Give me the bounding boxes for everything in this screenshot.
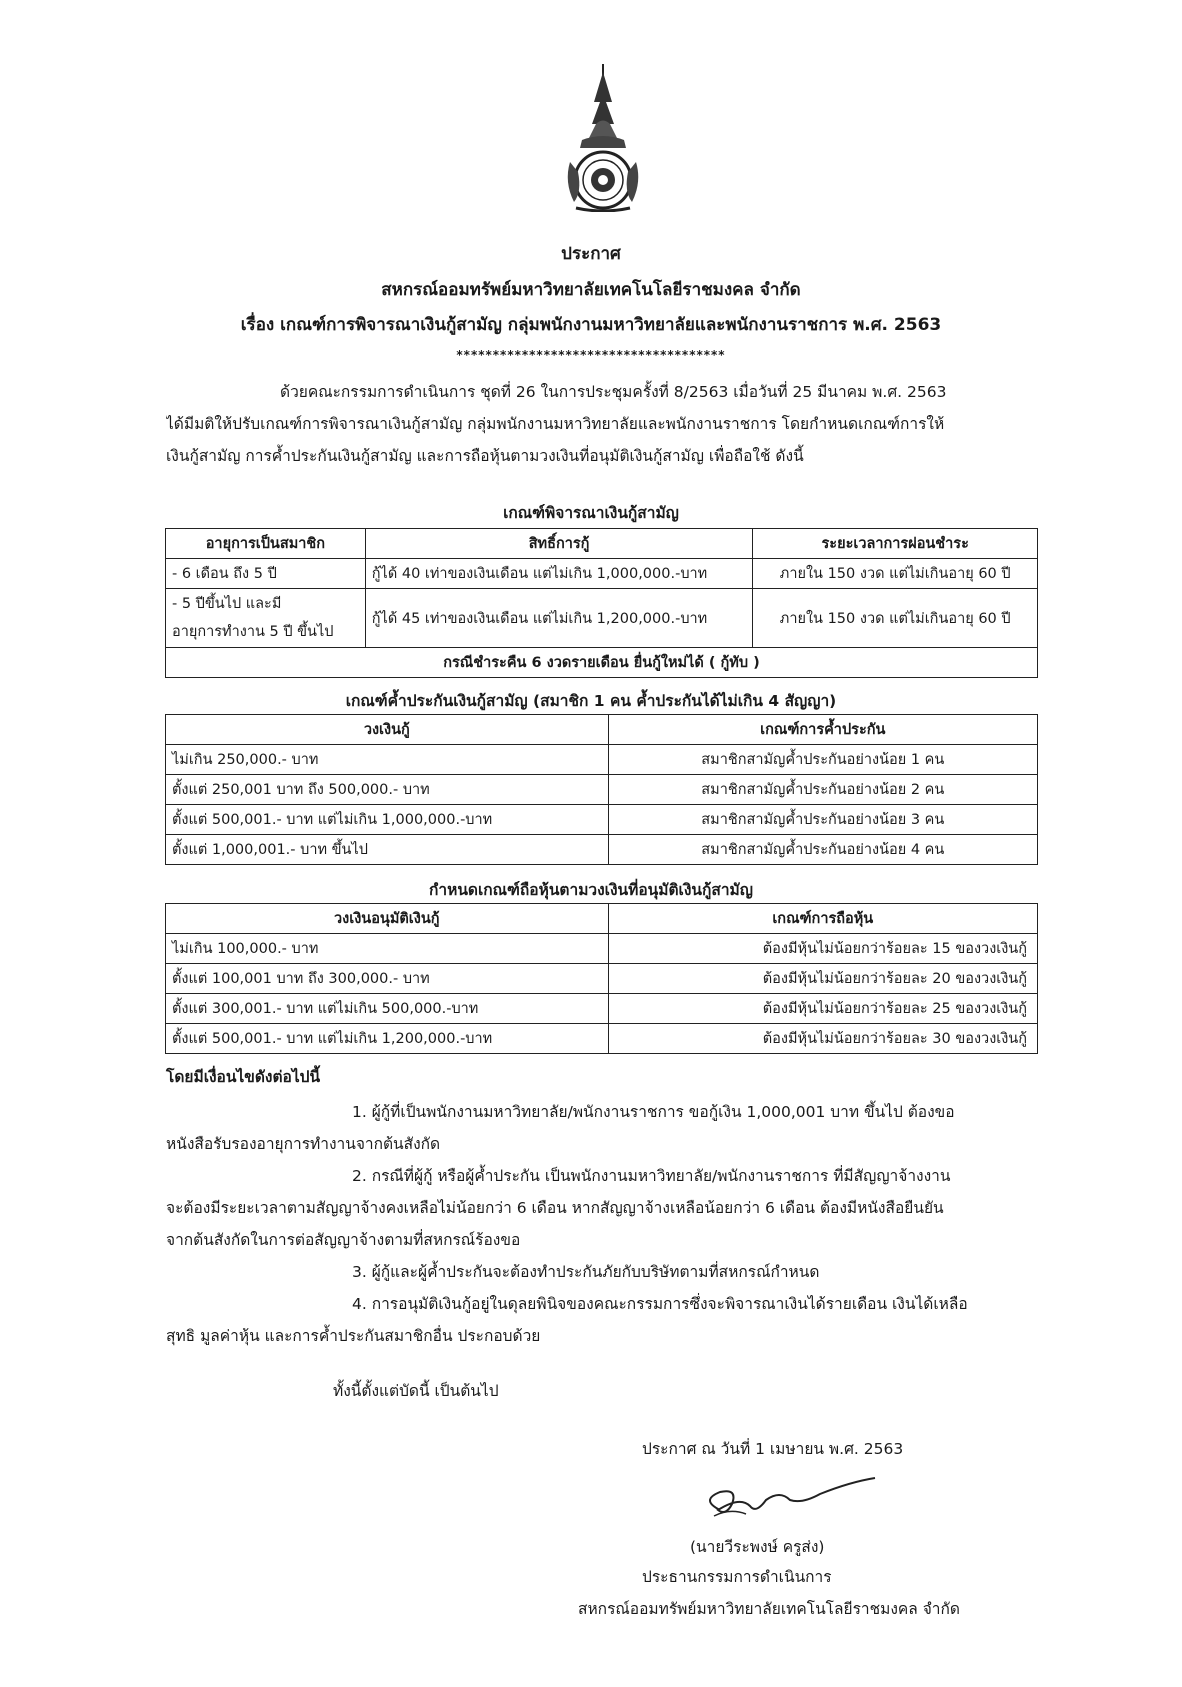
condition-line: 3. ผู้กู้และผู้ค้ำประกันจะต้องทำประกันภัยกับบริษัทตามที่สหกรณ์กำหนด: [352, 1263, 820, 1281]
membership-cell: - 6 เดือน ถึง 5 ปี: [166, 559, 366, 589]
table-row: [166, 589, 1038, 648]
loan-amount-cell: ตั้งแต่ 250,001 บาท ถึง 500,000.- บาท: [166, 775, 609, 805]
guarantee-criteria-table: [165, 714, 1038, 865]
guarantee-criteria-title: เกณฑ์ค้ำประกันเงินกู้สามัญ (สมาชิก 1 คน ค้ำประกันได้ไม่เกิน 4 สัญญา): [345, 692, 837, 710]
share-cell: ต้องมีหุ้นไม่น้อยกว่าร้อยละ 20 ของวงเงินกู้: [608, 964, 1037, 994]
loan-right-cell: กู้ได้ 40 เท่าของเงินเดือน แต่ไม่เกิน 1,000,000.-บาท: [365, 559, 753, 589]
membership-line: อายุการทำงาน 5 ปี ขึ้นไป: [172, 624, 334, 640]
approved-amount-cell: ตั้งแต่ 500,001.- บาท แต่ไม่เกิน 1,200,000.-บาท: [166, 1024, 609, 1054]
loan-amount-cell: ตั้งแต่ 500,001.- บาท แต่ไม่เกิน 1,000,000.-บาท: [166, 805, 609, 835]
repayment-period-cell: ภายใน 150 งวด แต่ไม่เกินอายุ 60 ปี: [753, 559, 1038, 589]
approved-amount-cell: ตั้งแต่ 100,001 บาท ถึง 300,000.- บาท: [166, 964, 609, 994]
approved-amount-cell: ตั้งแต่ 300,001.- บาท แต่ไม่เกิน 500,000.-บาท: [166, 994, 609, 1024]
condition-line: 4. การอนุมัติเงินกู้อยู่ในดุลยพินิจของคณะกรรมการซึ่งจะพิจารณาเงินได้รายเดือน เงินได้เหลือ: [352, 1295, 968, 1313]
intro-paragraph: [166, 376, 1061, 472]
table-row: [166, 1024, 1038, 1054]
condition-4: [166, 1288, 1061, 1352]
repayment-period-cell: ภายใน 150 งวด แต่ไม่เกินอายุ 60 ปี: [753, 589, 1038, 648]
table-row: [166, 994, 1038, 1024]
signature-icon: [690, 1470, 900, 1530]
column-header: อายุการเป็นสมาชิก: [166, 529, 366, 559]
loan-criteria-title: เกณฑ์พิจารณาเงินกู้สามัญ: [503, 504, 679, 522]
condition-line: จะต้องมีระยะเวลาตามสัญญาจ้างคงเหลือไม่น้อยกว่า 6 เดือน หากสัญญาจ้างเหลือน้อยกว่า 6 เดือน ต้องมีหนังสือยืนยัน: [166, 1199, 944, 1217]
signatory-organization: สหกรณ์ออมทรัพย์มหาวิทยาลัยเทคโนโลยีราชมงคล จำกัด: [578, 1600, 960, 1618]
announcement-date: ประกาศ ณ วันที่ 1 เมษายน พ.ศ. 2563: [642, 1440, 904, 1458]
condition-line: หนังสือรับรองอายุการทำงานจากต้นสังกัด: [166, 1135, 441, 1153]
condition-line: 1. ผู้กู้ที่เป็นพนักงานมหาวิทยาลัย/พนักงานราชการ ขอกู้เงิน 1,000,001 บาท ขึ้นไป ต้องขอ: [352, 1103, 955, 1121]
condition-2: [166, 1160, 1061, 1256]
announcement-title: ประกาศ: [561, 244, 621, 264]
column-header: สิทธิ์การกู้: [365, 529, 753, 559]
column-header: วงเงินอนุมัติเงินกู้: [166, 904, 609, 934]
intro-line: ด้วยคณะกรรมการดำเนินการ ชุดที่ 26 ในการประชุมครั้งที่ 8/2563 เมื่อวันที่ 25 มีนาคม พ.ศ. 2563: [280, 383, 947, 401]
refinance-note: กรณีชำระคืน 6 งวดรายเดือน ยื่นกู้ใหม่ได้ ( กู้ทับ ): [166, 648, 1038, 678]
column-header: วงเงินกู้: [166, 715, 609, 745]
membership-line: - 5 ปีขึ้นไป และมี: [172, 596, 282, 612]
signatory-name: (นายวีระพงษ์ ครูส่ง): [690, 1538, 825, 1556]
guarantee-cell: สมาชิกสามัญค้ำประกันอย่างน้อย 3 คน: [608, 805, 1037, 835]
table-header-row: [166, 904, 1038, 934]
condition-line: จากต้นสังกัดในการต่อสัญญาจ้างตามที่สหกรณ์ร้องขอ: [166, 1231, 521, 1249]
share-criteria-table: [165, 903, 1038, 1054]
approved-amount-cell: ไม่เกิน 100,000.- บาท: [166, 934, 609, 964]
share-criteria-title: กำหนดเกณฑ์ถือหุ้นตามวงเงินที่อนุมัติเงินกู้สามัญ: [429, 881, 753, 899]
table-row: [166, 775, 1038, 805]
table-row: [166, 934, 1038, 964]
membership-cell: [166, 589, 366, 648]
organization-name: สหกรณ์ออมทรัพย์มหาวิทยาลัยเทคโนโลยีราชมงคล จำกัด: [381, 280, 801, 300]
share-cell: ต้องมีหุ้นไม่น้อยกว่าร้อยละ 25 ของวงเงินกู้: [608, 994, 1037, 1024]
condition-3: [166, 1256, 1061, 1288]
share-cell: ต้องมีหุ้นไม่น้อยกว่าร้อยละ 30 ของวงเงินกู้: [608, 1024, 1037, 1054]
separator-line: *************************************: [456, 348, 726, 362]
table-header-row: [166, 529, 1038, 559]
intro-line: ได้มีมติให้ปรับเกณฑ์การพิจารณาเงินกู้สามัญ กลุ่มพนักงานมหาวิทยาลัยและพนักงานราชการ โดยกำหนดเกณฑ์การให้: [166, 415, 945, 433]
column-header: เกณฑ์การถือหุ้น: [608, 904, 1037, 934]
table-row: [166, 559, 1038, 589]
guarantee-cell: สมาชิกสามัญค้ำประกันอย่างน้อย 1 คน: [608, 745, 1037, 775]
guarantee-cell: สมาชิกสามัญค้ำประกันอย่างน้อย 4 คน: [608, 835, 1037, 865]
table-row: [166, 745, 1038, 775]
condition-1: [166, 1096, 1061, 1160]
share-cell: ต้องมีหุ้นไม่น้อยกว่าร้อยละ 15 ของวงเงินกู้: [608, 934, 1037, 964]
table-row: [166, 648, 1038, 678]
university-emblem-icon: [562, 62, 644, 212]
effective-statement: ทั้งนี้ตั้งแต่บัดนี้ เป็นต้นไป: [333, 1382, 499, 1400]
table-row: [166, 964, 1038, 994]
loan-amount-cell: ไม่เกิน 250,000.- บาท: [166, 745, 609, 775]
loan-right-cell: กู้ได้ 45 เท่าของเงินเดือน แต่ไม่เกิน 1,200,000.-บาท: [365, 589, 753, 648]
table-row: [166, 805, 1038, 835]
signatory-position: ประธานกรรมการดำเนินการ: [642, 1568, 832, 1586]
column-header: ระยะเวลาการผ่อนชำระ: [753, 529, 1038, 559]
loan-amount-cell: ตั้งแต่ 1,000,001.- บาท ขึ้นไป: [166, 835, 609, 865]
column-header: เกณฑ์การค้ำประกัน: [608, 715, 1037, 745]
loan-criteria-table: [165, 528, 1038, 678]
table-header-row: [166, 715, 1038, 745]
table-row: [166, 835, 1038, 865]
conditions-title: โดยมีเงื่อนไขดังต่อไปนี้: [166, 1068, 321, 1086]
condition-line: 2. กรณีที่ผู้กู้ หรือผู้ค้ำประกัน เป็นพนักงานมหาวิทยาลัย/พนักงานราชการ ที่มีสัญญาจ้างงาน: [352, 1167, 951, 1185]
intro-line: เงินกู้สามัญ การค้ำประกันเงินกู้สามัญ และการถือหุ้นตามวงเงินที่อนุมัติเงินกู้สามัญ เพื่อถือใช้ ดังนี้: [166, 447, 804, 465]
guarantee-cell: สมาชิกสามัญค้ำประกันอย่างน้อย 2 คน: [608, 775, 1037, 805]
condition-line: สุทธิ มูลค่าหุ้น และการค้ำประกันสมาชิกอื่น ประกอบด้วย: [166, 1327, 541, 1345]
announcement-subject: เรื่อง เกณฑ์การพิจารณาเงินกู้สามัญ กลุ่มพนักงานมหาวิทยาลัยและพนักงานราชการ พ.ศ. 2563: [240, 315, 942, 335]
